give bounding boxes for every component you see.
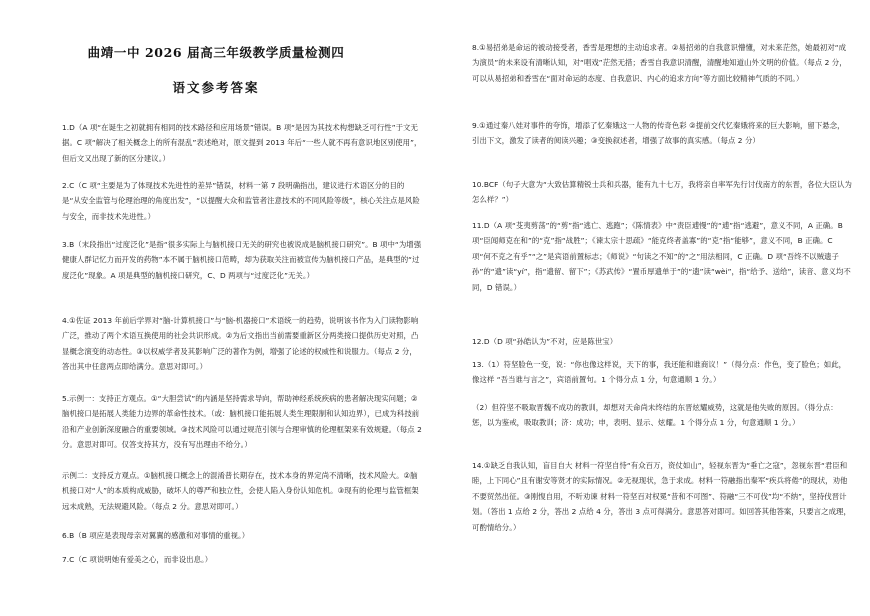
answer-10: 10.BCF（句子大意为“大致估算精锐士兵和兵器，能有九十七万，我将亲自率军先行讨伐南方的东晋，各位大臣认为怎么样？”） xyxy=(472,180,852,205)
answer-6: 6.B（B 项应是表现母亲对翼翼的感激和对事情的重视。） xyxy=(62,531,250,540)
answer-11: 11.D（A 项“芟夷剪荡”的“剪”指“逃亡、逃跑”；《陈情表》中“责臣逋慢”的“逋”指“逃避”，意义不同，A 正确。B 项“臣闻师克在和”的“克”指“战胜”；《谏太宗十思疏》“能克终者盖寡”的“克”指“能够”，意义不同，B 正确。C 项“何不克之有乎”“之”是宾语前置标志；《师说》“句读之不知”的“之”用法相同，C 正确。D 项“吾终不以贼遗子孙”的“遗”读“yí”，指“遗留、留下”；《苏武传》“置币厚遗单于”的“遗”读“wèi”，指“给予、送给”，读音、意义均不同，D 错误。） xyxy=(472,221,851,292)
answer-9: 9.①通过秦八娃对事件的夸饰，增添了忆秦娥这一人物的传奇色彩 ②提前交代忆秦娥将来的巨大影响，留下悬念，引出下文，激发了读者的阅读兴趣；③变换叙述者，增强了故事的真实感。（每点 2 分） xyxy=(472,121,845,146)
document-subtitle: 语文参考答案 xyxy=(172,80,260,95)
answer-8: 8.①易招弟是命运的被动接受者，香雪是理想的主动追求者。②易招弟的自我意识懵懂，对未来茫然，她最初对“成为演员”的未来设有清晰认知，对“唱戏”茫然无措；香雪自我意识清醒，清醒地知道山外文明的价值。（每点 2 分，可以从易招弟和香雪在“面对命运的态度、自我意识、内心的追求方向”等方面比较精神气质的不同。） xyxy=(472,43,847,83)
answer-14: 14.①缺乏自我认知，盲目自大 材料一符坚自恃“有众百万，资仗如山”，轻视东晋为“垂亡之寇”，忽视东晋“君臣和睦，上下同心”且有谢安等贤才的实际情况。②无视现状，急于求成。材料一符融指出秦军“疾兵将倦”的现状，劝他不要贸然出征。③刚愎自用，不听劝谏 材料一符坚百对权冕“昔和不可图”、符融“三不可伐”均“不纳”，坚持伐晋计划。（答出 1 点给 2 分，答出 2 点给 4 分，答出 3 点可得满分。意思答对即可。如回答其他答案，只要言之成理，可酌情给分。） xyxy=(472,461,851,532)
answer-4: 4.①佐证 2013 年前后学界对“脑-计算机接口”与“脑-机器接口”术语统一的趋势，说明该书作为入门读物影响广泛，推动了两个术语互换使用的社会共识形成。②为后文指出当前需要重新区分两类接口提供历史对照，凸显概念演变的动态性。③以权威学者及其影响广泛的著作为例，增强了论述的权威性和说服力。（每点 2 分，答出其中任意两点即给满分。意思对即可。） xyxy=(62,316,419,372)
answer-7: 7.C（C 项说明她有爱美之心，而非设出息。） xyxy=(62,555,213,564)
answer-5-example-2: 示例二：支持反方观点。①脑机接口概念上的混淆普长期存在，技术本身的界定尚不清晰，技术风险大。②脑机接口对“人”的本质构成威胁，破坏人的尊严和独立性，会使人陷入身份认知危机。③现有的伦理与监管框架远未成熟，无法规避风险。（每点 2 分。意思对即可。） xyxy=(62,471,419,511)
answer-1: 1.D（A 项“在诞生之初就拥有相同的技术路径和应用场景”错误。B 项“是因为其技术构想缺乏可行性”于文无据。C 项“解决了相关概念上的所有混乱”表述绝对，原文提到 2013 年后“一些人就不再有意识地区别使用”，但后文又出现了新的区分建议。） xyxy=(62,123,422,163)
document-title: 曲靖一中 2026 届高三年级教学质量检测四 xyxy=(87,45,345,60)
answer-5-example-1: 5.示例一：支持正方观点。①“大胆尝试”的内涵是坚持需求导向，帮助神经系统疾病的患者解决现实问题；②脑机接口是拓展人类能力边界的革命性技术。（或：脑机接口能拓展人类生理限制和认知边界），已成为科技前沿和产业创新深度融合的重要领域。③技术风险可以通过规范引领与合理审慎的伦理框架来有效规避。（每点 2 分。意思对即可。仅答支持其方，没有写出理由不给分。） xyxy=(62,394,422,450)
answer-13-1: 13.（1）符坚脸色一变，说：“你也像这样说，天下的事，我还能和谁商议！”（得分点：作色，变了脸色；如此，像这样 “吾当谁与言之”，宾语前置句。1 个得分点 1 分，句意通顺 1 分。） xyxy=(472,360,847,385)
answer-13-2: （2）但符坚不吸取晋魏不成功的教训，却想对天命尚未终结的东晋炫耀威势，这就是他失败的原因。（得分点：惩，以为鉴戒，吸取教训；济：成功；申，表明、显示、炫耀。1 个得分点 1 分，句意通顺 1 分。） xyxy=(472,403,838,428)
answer-2: 2.C（C 项“主要是为了体现技术先进性的差异”错误，材料一第 7 段明确指出，建议进行术语区分的目的是“从安全监管与伦理治理的角度出发”，“以提醒大众和监管者注意技术的不同风险等级”，核心关注点是风险与安全，而非技术先进性。） xyxy=(62,181,420,221)
answer-12: 12.D（D 项“孙皓认为”不对，应是陈世宝） xyxy=(472,337,618,346)
answer-3: 3.B（末段指出“过度泛化”是指“很多实际上与脑机接口无关的研究也被说成是脑机接口研究”。B 项中“为增强健康人群记忆力而开发的药物”本不属于脑机接口范畴，却为获取关注而被宣传为脑机接口产品，是典型的“过度泛化”现象。A 项是典型的脑机接口研究，C、D 两项与“过度泛化”无关。） xyxy=(62,240,422,280)
